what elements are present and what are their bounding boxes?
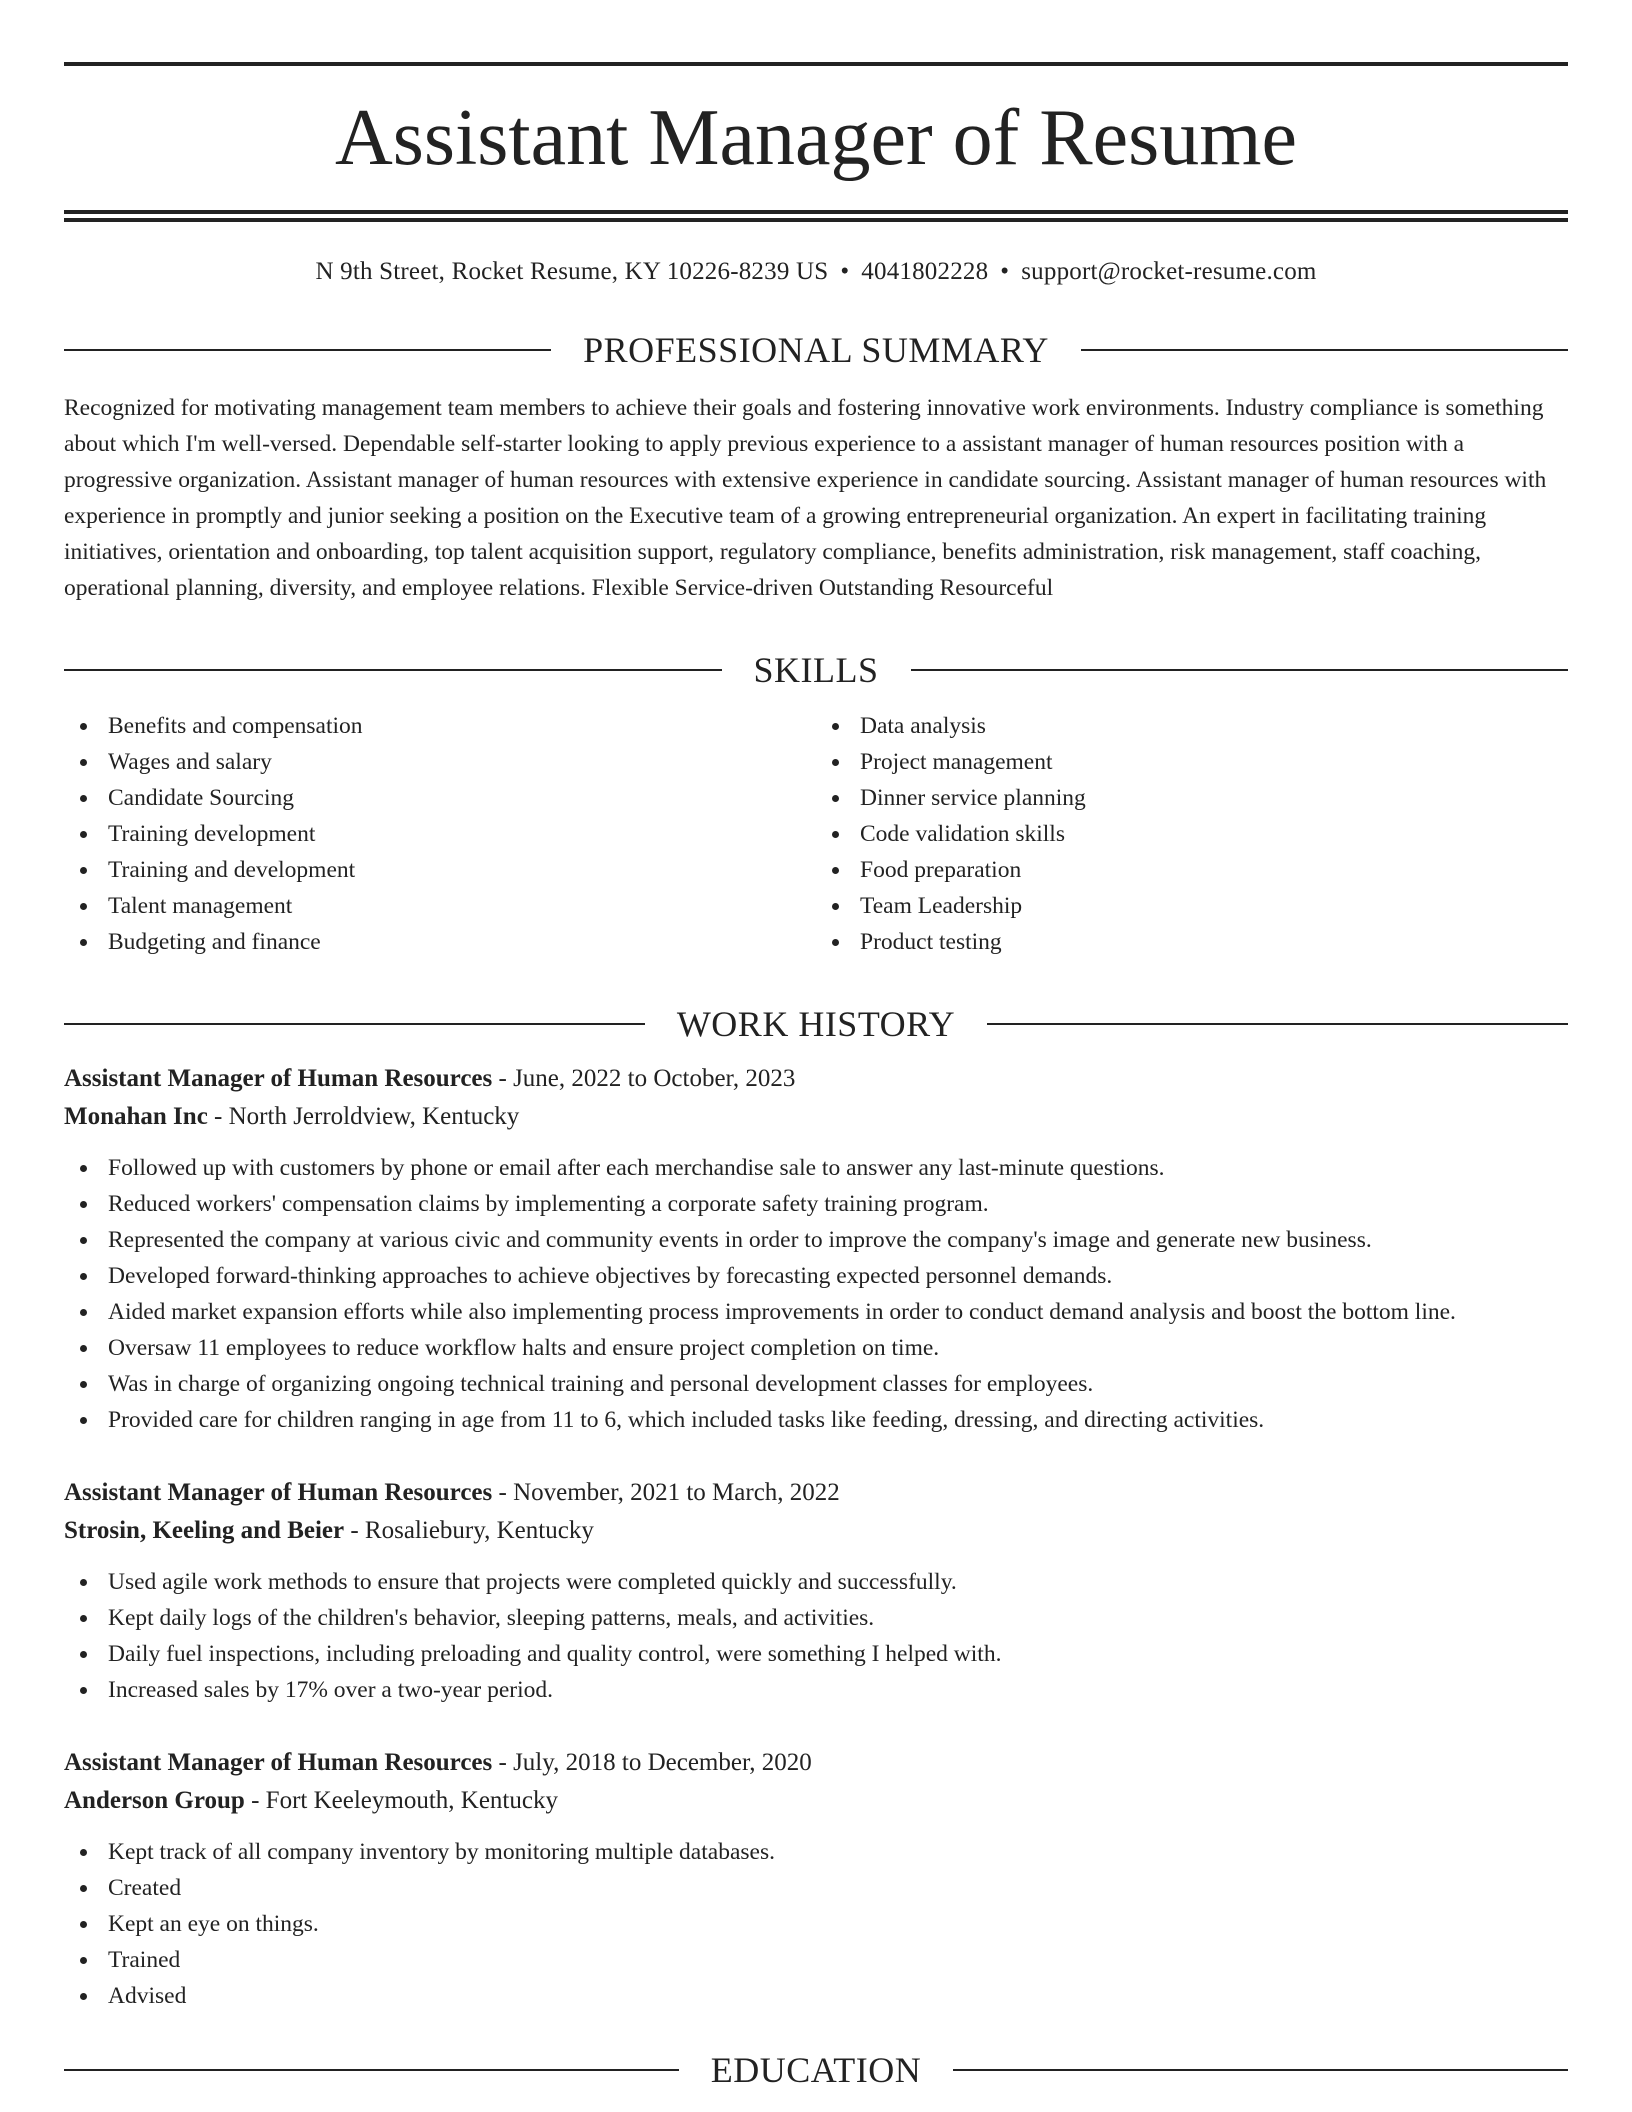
job-company-line <box>64 1782 1568 1820</box>
job-entry <box>64 1060 1568 1438</box>
section-header-summary <box>64 332 1568 368</box>
job-title: Assistant Manager of Human Resources <box>64 1749 493 1776</box>
skill-item: Product testing <box>860 924 1568 960</box>
section-rule <box>987 1023 1568 1025</box>
contact-address: N 9th Street, Rocket Resume, KY 10226-8239 US <box>315 258 829 285</box>
skill-item: Food preparation <box>860 852 1568 888</box>
contact-separator: • <box>840 258 850 285</box>
job-bullet: Used agile work methods to ensure that projects were completed quickly and successfully. <box>108 1564 1568 1600</box>
skill-item: Project management <box>860 744 1568 780</box>
skill-item: Training development <box>108 816 816 852</box>
job-company: Strosin, Keeling and Beier <box>64 1517 345 1544</box>
skill-item: Training and development <box>108 852 816 888</box>
skill-item: Dinner service planning <box>860 780 1568 816</box>
skill-item: Team Leadership <box>860 888 1568 924</box>
section-title: SKILLS <box>753 650 879 690</box>
job-bullets <box>64 1834 1568 2014</box>
skill-item: Wages and salary <box>108 744 816 780</box>
job-bullet: Developed forward-thinking approaches to achieve objectives by forecasting expected personnel demands. <box>108 1258 1568 1294</box>
job-bullet: Kept an eye on things. <box>108 1906 1568 1942</box>
section-rule <box>64 349 551 351</box>
job-bullet: Created <box>108 1870 1568 1906</box>
job-bullet: Represented the company at various civic and community events in order to improve the company's image and generate new business. <box>108 1222 1568 1258</box>
job-location: - Rosaliebury, Kentucky <box>344 1517 594 1544</box>
job-title-line <box>64 1744 1568 1782</box>
job-company: Monahan Inc <box>64 1103 208 1130</box>
skills-column-left <box>64 708 816 960</box>
job-company: Anderson Group <box>64 1787 245 1814</box>
skill-item: Budgeting and finance <box>108 924 816 960</box>
section-title: EDUCATION <box>710 2050 922 2090</box>
work-history-list <box>64 1060 1568 2014</box>
job-entry <box>64 1474 1568 1708</box>
job-bullet: Advised <box>108 1978 1568 2014</box>
section-rule <box>64 1023 645 1025</box>
skills-list <box>64 708 1568 960</box>
contact-phone[interactable]: 4041802228 <box>861 258 989 285</box>
contact-email[interactable]: support@rocket-resume.com <box>1021 258 1317 285</box>
resume-page <box>64 0 1568 2088</box>
job-entry <box>64 1744 1568 2014</box>
section-rule <box>64 669 722 671</box>
job-bullet: Was in charge of organizing ongoing technical training and personal development classes for employees. <box>108 1366 1568 1402</box>
section-header-work <box>64 1006 1568 1042</box>
skills-column-right <box>816 708 1568 960</box>
contact-separator: • <box>1000 258 1010 285</box>
skill-item: Data analysis <box>860 708 1568 744</box>
job-bullet: Kept track of all company inventory by monitoring multiple databases. <box>108 1834 1568 1870</box>
job-bullets <box>64 1564 1568 1708</box>
job-title-line <box>64 1060 1568 1098</box>
contact-line <box>64 258 1568 286</box>
summary-paragraph: Recognized for motivating management team members to achieve their goals and fostering innovative work environments. Industry compliance is something about which I'm well-versed. Dependable self-starter looking to apply previous experience to a assistant manager of human resources position with a progressive organization. Assistant manager of human resources with extensive experience in candidate sourcing. Assistant manager of human resources with experience in promptly and junior seeking a position on the Executive team of a growing entrepreneurial organization. An expert in facilitating training initiatives, orientation and onboarding, top talent acquisition support, regulatory compliance, benefits administration, risk management, staff coaching, operational planning, diversity, and employee relations. Flexible Service-driven Outstanding Resourceful <box>64 395 1547 601</box>
job-location: - Fort Keeleymouth, Kentucky <box>244 1787 558 1814</box>
job-dates: - June, 2022 to October, 2023 <box>492 1065 796 1092</box>
section-title: PROFESSIONAL SUMMARY <box>583 330 1049 370</box>
job-bullet: Daily fuel inspections, including preloading and quality control, were something I helped with. <box>108 1636 1568 1672</box>
job-dates: - November, 2021 to March, 2022 <box>492 1479 840 1506</box>
skill-item: Code validation skills <box>860 816 1568 852</box>
job-dates: - July, 2018 to December, 2020 <box>492 1749 812 1776</box>
section-header-skills <box>64 652 1568 688</box>
job-company-line <box>64 1098 1568 1136</box>
job-location: - North Jerroldview, Kentucky <box>207 1103 520 1130</box>
skill-item: Benefits and compensation <box>108 708 816 744</box>
section-title: WORK HISTORY <box>676 1004 956 1044</box>
job-bullet: Kept daily logs of the children's behavior, sleeping patterns, meals, and activities. <box>108 1600 1568 1636</box>
section-rule <box>1081 349 1568 351</box>
job-bullet: Aided market expansion efforts while also implementing process improvements in order to conduct demand analysis and boost the bottom line. <box>108 1294 1568 1330</box>
job-bullet: Followed up with customers by phone or email after each merchandise sale to answer any last-minute questions. <box>108 1150 1568 1186</box>
job-bullet: Oversaw 11 employees to reduce workflow halts and ensure project completion on time. <box>108 1330 1568 1366</box>
section-header-education <box>64 2052 1568 2088</box>
resume-title: Assistant Manager of Resume <box>334 94 1298 182</box>
section-rule <box>911 669 1569 671</box>
section-rule <box>64 2069 679 2071</box>
job-company-line <box>64 1512 1568 1550</box>
section-rule <box>953 2069 1568 2071</box>
title-double-rule <box>64 210 1568 222</box>
job-bullets <box>64 1150 1568 1438</box>
top-rule <box>64 62 1568 66</box>
job-bullet: Trained <box>108 1942 1568 1978</box>
job-bullet: Provided care for children ranging in age from 11 to 6, which included tasks like feeding, dressing, and directing activities. <box>108 1402 1568 1438</box>
job-title-line <box>64 1474 1568 1512</box>
job-title: Assistant Manager of Human Resources <box>64 1479 493 1506</box>
job-title: Assistant Manager of Human Resources <box>64 1065 493 1092</box>
skill-item: Candidate Sourcing <box>108 780 816 816</box>
skill-item: Talent management <box>108 888 816 924</box>
job-bullet: Reduced workers' compensation claims by implementing a corporate safety training program. <box>108 1186 1568 1222</box>
job-bullet: Increased sales by 17% over a two-year period. <box>108 1672 1568 1708</box>
